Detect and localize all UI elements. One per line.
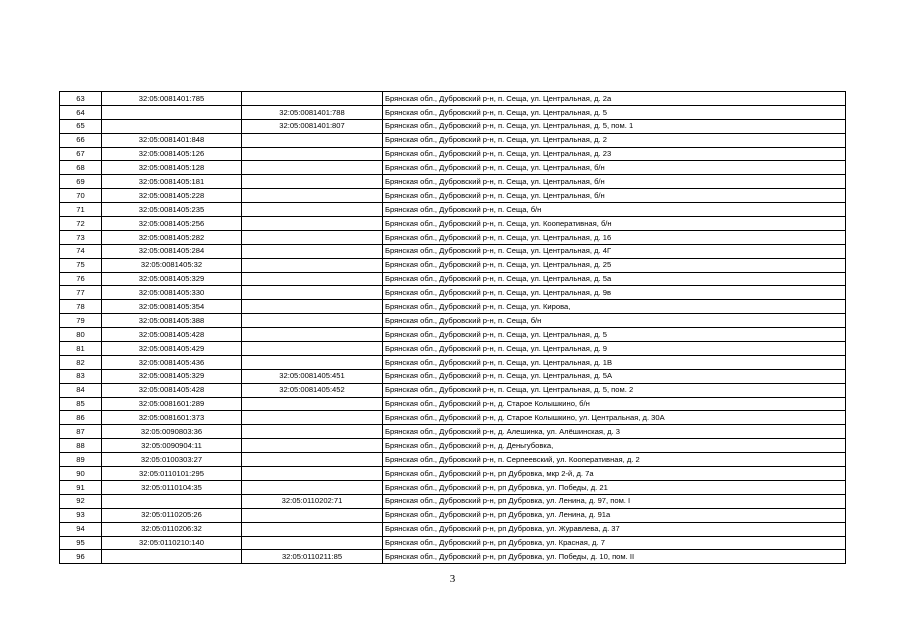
cadastral-number-cell: 32:05:0081405:32 [102,258,242,272]
table-row [60,175,846,189]
table-row [60,230,846,244]
row-number-cell: 67 [60,147,102,161]
cadastral-number-cell: 32:05:0081405:235 [102,203,242,217]
address-cell: Брянская обл., Дубровский р-н, рп Дубровка, ул. Красная, д. 7 [383,536,846,550]
row-number-cell: 89 [60,453,102,467]
table-row [60,105,846,119]
row-number-cell: 66 [60,133,102,147]
table-row [60,300,846,314]
new-cadastral-number-cell [242,536,383,550]
row-number-cell: 84 [60,383,102,397]
cadastral-number-cell: 32:05:0081405:228 [102,189,242,203]
cadastral-number-cell [102,105,242,119]
new-cadastral-number-cell: 32:05:0110211:85 [242,550,383,564]
cadastral-number-cell: 32:05:0081405:428 [102,383,242,397]
new-cadastral-number-cell [242,439,383,453]
table-row [60,92,846,106]
cadastral-number-cell: 32:05:0081601:373 [102,411,242,425]
cadastral-number-cell [102,119,242,133]
table-row [60,397,846,411]
table-row [60,411,846,425]
cadastral-number-cell: 32:05:0081405:128 [102,161,242,175]
new-cadastral-number-cell [242,286,383,300]
address-cell: Брянская обл., Дубровский р-н, п. Сеща, ул. Центральная, д. 5, пом. 2 [383,383,846,397]
table-row [60,425,846,439]
new-cadastral-number-cell [242,508,383,522]
page-number: 3 [449,573,456,585]
address-cell: Брянская обл., Дубровский р-н, п. Сеща, ул. Центральная, д. 5а [383,272,846,286]
row-number-cell: 91 [60,480,102,494]
row-number-cell: 96 [60,550,102,564]
address-cell: Брянская обл., Дубровский р-н, п. Сеща, ул. Кооперативная, б/н [383,217,846,231]
new-cadastral-number-cell [242,133,383,147]
cadastral-number-cell: 32:05:0081405:354 [102,300,242,314]
address-cell: Брянская обл., Дубровский р-н, п. Сеща, ул. Центральная, д. 5, пом. 1 [383,119,846,133]
row-number-cell: 64 [60,105,102,119]
new-cadastral-number-cell [242,230,383,244]
new-cadastral-number-cell [242,342,383,356]
new-cadastral-number-cell: 32:05:0110202:71 [242,494,383,508]
row-number-cell: 74 [60,244,102,258]
new-cadastral-number-cell [242,397,383,411]
table-row [60,244,846,258]
address-cell: Брянская обл., Дубровский р-н, д. Старое Колышкино, ул. Центральная, д. 30А [383,411,846,425]
cadastral-number-cell: 32:05:0090904:11 [102,439,242,453]
row-number-cell: 79 [60,314,102,328]
address-cell: Брянская обл., Дубровский р-н, п. Сеща, ул. Центральная, д. 25 [383,258,846,272]
table-row [60,286,846,300]
table-row [60,147,846,161]
cadastral-number-cell: 32:05:0081405:284 [102,244,242,258]
new-cadastral-number-cell [242,175,383,189]
cadastral-number-cell: 32:05:0090803:36 [102,425,242,439]
property-registry-table [59,91,846,564]
new-cadastral-number-cell [242,314,383,328]
table-row [60,383,846,397]
new-cadastral-number-cell [242,467,383,481]
cadastral-number-cell: 32:05:0110101:295 [102,467,242,481]
address-cell: Брянская обл., Дубровский р-н, п. Сеща, ул. Центральная, д. 5 [383,328,846,342]
table-row [60,119,846,133]
cadastral-number-cell: 32:05:0081405:282 [102,230,242,244]
new-cadastral-number-cell [242,203,383,217]
new-cadastral-number-cell [242,258,383,272]
table-row [60,550,846,564]
table-row [60,439,846,453]
cadastral-number-cell: 32:05:0110104:35 [102,480,242,494]
table-row [60,189,846,203]
address-cell: Брянская обл., Дубровский р-н, п. Сеща, ул. Центральная, д. 9в [383,286,846,300]
row-number-cell: 73 [60,230,102,244]
cadastral-number-cell: 32:05:0081405:429 [102,342,242,356]
cadastral-number-cell: 32:05:0081405:329 [102,272,242,286]
cadastral-number-cell: 32:05:0081405:330 [102,286,242,300]
table-row [60,328,846,342]
address-cell: Брянская обл., Дубровский р-н, д. Деньгубовка, [383,439,846,453]
address-cell: Брянская обл., Дубровский р-н, д. Старое Колышкино, б/н [383,397,846,411]
row-number-cell: 78 [60,300,102,314]
address-cell: Брянская обл., Дубровский р-н, п. Сеща, ул. Центральная, д. 16 [383,230,846,244]
table-row [60,494,846,508]
new-cadastral-number-cell: 32:05:0081405:452 [242,383,383,397]
table-row [60,217,846,231]
new-cadastral-number-cell [242,300,383,314]
cadastral-number-cell: 32:05:0081405:181 [102,175,242,189]
table-row [60,369,846,383]
new-cadastral-number-cell [242,425,383,439]
row-number-cell: 65 [60,119,102,133]
cadastral-number-cell: 32:05:0081401:785 [102,92,242,106]
address-cell: Брянская обл., Дубровский р-н, п. Сеща, ул. Центральная, д. 2 [383,133,846,147]
new-cadastral-number-cell [242,147,383,161]
address-cell: Брянская обл., Дубровский р-н, п. Сеща, б/н [383,203,846,217]
address-cell: Брянская обл., Дубровский р-н, рп Дубровка, мкр 2-й, д. 7а [383,467,846,481]
table-row [60,203,846,217]
new-cadastral-number-cell [242,328,383,342]
row-number-cell: 82 [60,355,102,369]
table-row [60,467,846,481]
address-cell: Брянская обл., Дубровский р-н, п. Сеща, ул. Центральная, д. 2а [383,92,846,106]
cadastral-number-cell [102,494,242,508]
address-cell: Брянская обл., Дубровский р-н, п. Сеща, ул. Центральная, б/н [383,161,846,175]
row-number-cell: 80 [60,328,102,342]
row-number-cell: 85 [60,397,102,411]
cadastral-number-cell: 32:05:0081405:329 [102,369,242,383]
row-number-cell: 87 [60,425,102,439]
address-cell: Брянская обл., Дубровский р-н, п. Сеща, ул. Центральная, б/н [383,175,846,189]
address-cell: Брянская обл., Дубровский р-н, п. Сеща, ул. Центральная, б/н [383,189,846,203]
row-number-cell: 70 [60,189,102,203]
row-number-cell: 94 [60,522,102,536]
row-number-cell: 76 [60,272,102,286]
table-row [60,536,846,550]
cadastral-number-cell: 32:05:0081601:289 [102,397,242,411]
new-cadastral-number-cell [242,189,383,203]
row-number-cell: 93 [60,508,102,522]
row-number-cell: 95 [60,536,102,550]
row-number-cell: 81 [60,342,102,356]
cadastral-number-cell: 32:05:0081405:126 [102,147,242,161]
new-cadastral-number-cell [242,480,383,494]
new-cadastral-number-cell [242,244,383,258]
row-number-cell: 86 [60,411,102,425]
address-cell: Брянская обл., Дубровский р-н, рп Дубровка, ул. Ленина, д. 97, пом. I [383,494,846,508]
row-number-cell: 69 [60,175,102,189]
table-row [60,355,846,369]
row-number-cell: 63 [60,92,102,106]
table-row [60,522,846,536]
table-row [60,161,846,175]
new-cadastral-number-cell [242,355,383,369]
table-row [60,342,846,356]
table-row [60,272,846,286]
address-cell: Брянская обл., Дубровский р-н, п. Сеща, ул. Центральная, д. 5 [383,105,846,119]
address-cell: Брянская обл., Дубровский р-н, п. Сеща, ул. Центральная, д. 1В [383,355,846,369]
table-row [60,133,846,147]
address-cell: Брянская обл., Дубровский р-н, д. Алешинка, ул. Алёшинская, д. 3 [383,425,846,439]
address-cell: Брянская обл., Дубровский р-н, п. Сеща, ул. Центральная, д. 9 [383,342,846,356]
row-number-cell: 68 [60,161,102,175]
row-number-cell: 77 [60,286,102,300]
new-cadastral-number-cell [242,217,383,231]
cadastral-number-cell: 32:05:0081405:256 [102,217,242,231]
cadastral-number-cell: 32:05:0081405:428 [102,328,242,342]
address-cell: Брянская обл., Дубровский р-н, п. Сеща, б/н [383,314,846,328]
new-cadastral-number-cell: 32:05:0081401:788 [242,105,383,119]
cadastral-number-cell [102,550,242,564]
new-cadastral-number-cell [242,453,383,467]
row-number-cell: 71 [60,203,102,217]
new-cadastral-number-cell [242,411,383,425]
new-cadastral-number-cell [242,161,383,175]
table-row [60,480,846,494]
new-cadastral-number-cell [242,272,383,286]
row-number-cell: 75 [60,258,102,272]
cadastral-number-cell: 32:05:0110210:140 [102,536,242,550]
address-cell: Брянская обл., Дубровский р-н, рп Дубровка, ул. Журавлева, д. 37 [383,522,846,536]
row-number-cell: 92 [60,494,102,508]
row-number-cell: 83 [60,369,102,383]
cadastral-number-cell: 32:05:0110205:26 [102,508,242,522]
registry-table-body [60,92,846,564]
row-number-cell: 88 [60,439,102,453]
table-row [60,258,846,272]
new-cadastral-number-cell [242,522,383,536]
table-row [60,314,846,328]
new-cadastral-number-cell: 32:05:0081401:807 [242,119,383,133]
row-number-cell: 90 [60,467,102,481]
table-row [60,453,846,467]
address-cell: Брянская обл., Дубровский р-н, рп Дубровка, ул. Победы, д. 10, пом. II [383,550,846,564]
cadastral-number-cell: 32:05:0110206:32 [102,522,242,536]
address-cell: Брянская обл., Дубровский р-н, рп Дубровка, ул. Победы, д. 21 [383,480,846,494]
cadastral-number-cell: 32:05:0081405:388 [102,314,242,328]
table-row [60,508,846,522]
new-cadastral-number-cell: 32:05:0081405:451 [242,369,383,383]
cadastral-number-cell: 32:05:0100303:27 [102,453,242,467]
address-cell: Брянская обл., Дубровский р-н, п. Сеща, ул. Центральная, д. 23 [383,147,846,161]
address-cell: Брянская обл., Дубровский р-н, п. Сеща, ул. Центральная, д. 5А [383,369,846,383]
address-cell: Брянская обл., Дубровский р-н, п. Серпеевский, ул. Кооперативная, д. 2 [383,453,846,467]
row-number-cell: 72 [60,217,102,231]
address-cell: Брянская обл., Дубровский р-н, рп Дубровка, ул. Ленина, д. 91а [383,508,846,522]
new-cadastral-number-cell [242,92,383,106]
cadastral-number-cell: 32:05:0081401:848 [102,133,242,147]
cadastral-number-cell: 32:05:0081405:436 [102,355,242,369]
address-cell: Брянская обл., Дубровский р-н, п. Сеща, ул. Кирова, [383,300,846,314]
address-cell: Брянская обл., Дубровский р-н, п. Сеща, ул. Центральная, д. 4Г [383,244,846,258]
